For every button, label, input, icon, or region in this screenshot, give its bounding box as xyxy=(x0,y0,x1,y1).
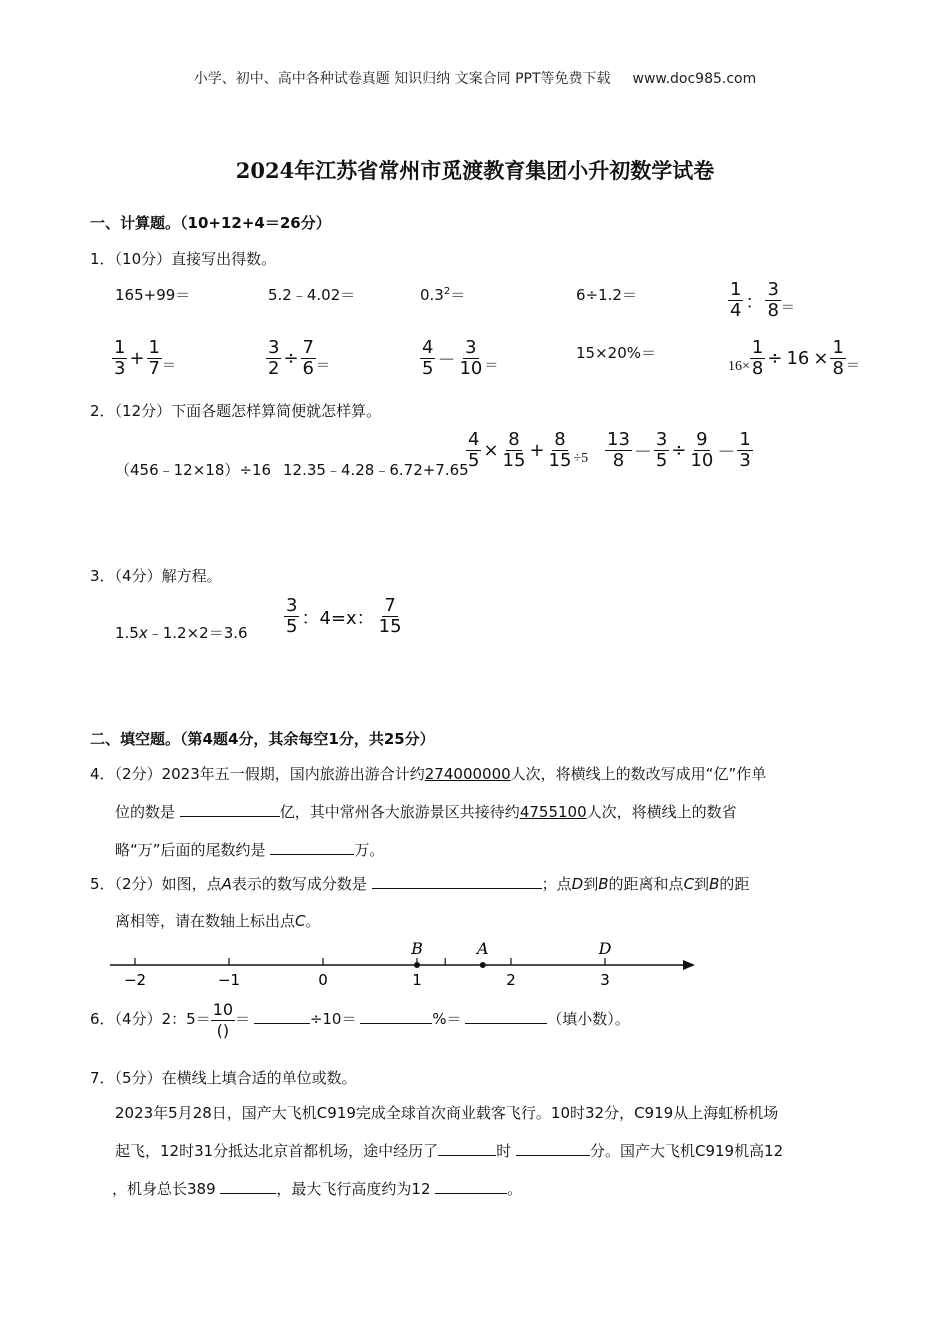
number-line[interactable] xyxy=(105,935,705,995)
q2-expr-1: （456﹣12×18）÷16 xyxy=(115,461,272,479)
q4-line-3: 略“万”后面的尾数约是 万。 xyxy=(115,841,385,859)
q7-blank-4[interactable] xyxy=(435,1179,507,1194)
q1-item-5: $\frac{1}{4}$ ： $\frac{3}{8}$ ＝ xyxy=(730,279,795,321)
point-label-a: A xyxy=(477,939,489,958)
q1-item-7: $\frac{3}{2}$ ÷ $\frac{7}{6}$ ＝ xyxy=(268,337,330,379)
q1-item-4: 6÷1.2＝ xyxy=(576,286,637,304)
axis-tick-label: 1 xyxy=(412,971,422,989)
q4-line-2: 位的数是 亿，其中常州各大旅游景区共接待约4755100人次，将横线上的数省 xyxy=(115,803,737,821)
axis-tick-label: 0 xyxy=(318,971,328,989)
q5-line-2: 离相等，请在数轴上标出点C。 xyxy=(115,912,321,930)
axis-tick-label: −2 xyxy=(123,971,147,989)
q6-blank-1[interactable] xyxy=(254,1009,310,1024)
section-2-heading: 二、填空题。（第4题4分，其余每空1分，共25分） xyxy=(90,730,435,748)
q1-item-3: $0.3^2=$ xyxy=(420,286,466,304)
point-label-b: B xyxy=(411,939,423,958)
q7-line-1: 2023年5月28日，国产大飞机C919完成全球首次商业载客飞行。10时32分，C919从上海虹桥机场 xyxy=(115,1104,779,1122)
q6-blank-2[interactable] xyxy=(360,1009,432,1024)
q2-stem: 2．（12分）下面各题怎样算简便就怎样算。 xyxy=(90,402,382,420)
header-site[interactable]: www.doc985.com xyxy=(632,71,757,87)
q6-blank-3[interactable] xyxy=(465,1009,547,1024)
q1-item-9: 15×20%＝ xyxy=(576,344,656,362)
axis-tick-label: 2 xyxy=(506,971,516,989)
q3-eq-1: 1.5x﹣1.2×2＝3.6 xyxy=(115,624,248,642)
q1-stem: 1．（10分）直接写出得数。 xyxy=(90,250,277,268)
point-label-d: D xyxy=(598,939,612,958)
q4-blank-2[interactable] xyxy=(270,840,354,855)
header-text: 小学、初中、高中各种试卷真题 知识归纳 文案合同 PPT等免费下载 xyxy=(193,71,611,87)
q2-expr-3: $\frac{4}{5}$ × $\frac{8}{15}$ + $\frac{8}{15}$ ÷5 xyxy=(468,429,589,471)
q6-line: 6．（4分）2：5＝ $\frac{10}{()}$ ＝ ÷10＝ %＝ （填小数）。 xyxy=(90,1000,630,1040)
q2-expr-2: 12.35﹣4.28﹣6.72+7.65 xyxy=(283,461,469,479)
q1-item-10: 16× $\frac{1}{8}$ ÷ 16 × $\frac{1}{8}$ ＝ xyxy=(728,337,860,379)
q7-blank-2[interactable] xyxy=(516,1141,590,1156)
q2-expr-4: $\frac{13}{8}$ － $\frac{3}{5}$ ÷ $\frac{9}{10}$ － $\frac{1}{3}$ xyxy=(607,429,751,471)
axis-tick-label: 3 xyxy=(600,971,610,989)
q7-stem: 7．（5分）在横线上填合适的单位或数。 xyxy=(90,1069,357,1087)
q5-line-1: 5．（2分）如图，点A表示的数写成分数是 ；点D到B的距离和点C到B的距 xyxy=(90,875,750,893)
section-1-heading: 一、计算题。（10+12+4＝26分） xyxy=(90,214,331,232)
page-title: 2024年江苏省常州市觅渡教育集团小升初数学试卷 xyxy=(235,158,715,183)
q7-blank-3[interactable] xyxy=(220,1179,276,1194)
q1-item-8: $\frac{4}{5}$ － $\frac{3}{10}$ ＝ xyxy=(422,337,499,379)
q1-item-2: 5.2﹣4.02＝ xyxy=(268,286,356,304)
q7-blank-1[interactable] xyxy=(438,1141,496,1156)
number-line-arrow-icon xyxy=(683,960,695,970)
q7-line-2: 起飞，12时31分抵达北京首都机场，途中经历了 时 分。国产大飞机C919机高12 xyxy=(115,1142,784,1160)
q5-blank-1[interactable] xyxy=(372,874,542,889)
q3-eq-2: $\frac{3}{5}$ ：4=x： $\frac{7}{15}$ xyxy=(286,595,402,637)
q7-line-3: ，机身总长389 ，最大飞行高度约为12 。 xyxy=(112,1180,523,1198)
q1-item-1: 165+99＝ xyxy=(115,286,191,304)
page-header xyxy=(0,68,950,88)
axis-tick-label: −1 xyxy=(217,971,241,989)
point-b xyxy=(414,962,420,968)
q1-item-6: $\frac{1}{3}$ + $\frac{1}{7}$ ＝ xyxy=(114,337,176,379)
q4-line-1: 4．（2分）2023年五一假期，国内旅游出游合计约274000000人次，将横线上的数改写成用“亿”作单 xyxy=(90,765,767,783)
point-a xyxy=(480,962,486,968)
q4-blank-1[interactable] xyxy=(180,802,280,817)
q3-stem: 3．（4分）解方程。 xyxy=(90,567,222,585)
